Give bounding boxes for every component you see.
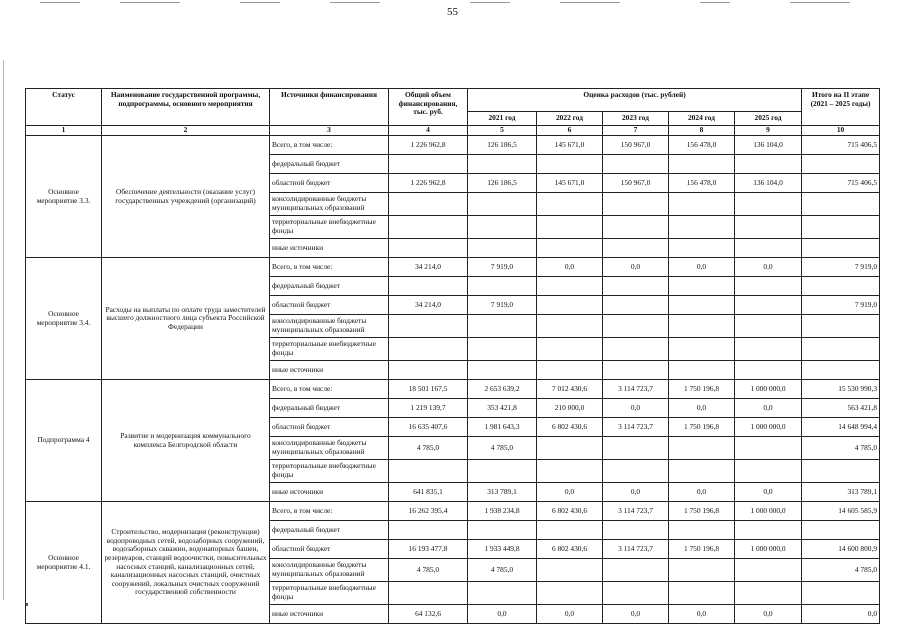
year-2022-cell: [537, 559, 603, 582]
stage-total-cell: [802, 315, 880, 338]
year-2025-cell: 1 000 000,0: [735, 540, 802, 559]
header-stage-total: Итого на II этапе (2021 – 2025 годы): [802, 89, 880, 126]
year-2024-cell: 1 750 196,8: [669, 540, 735, 559]
year-2023-cell: [603, 315, 669, 338]
year-2023-cell: [603, 296, 669, 315]
year-2022-cell: [537, 582, 603, 605]
header-total: Общий объем финансирования, тыс. руб.: [389, 89, 468, 126]
year-2024-cell: [669, 155, 735, 174]
year-2023-cell: 3 114 723,7: [603, 502, 669, 521]
source-cell: федеральный бюджет: [270, 399, 389, 418]
year-2021-cell: [468, 582, 537, 605]
stage-total-cell: [802, 239, 880, 258]
year-2022-cell: 145 671,0: [537, 136, 603, 155]
year-2021-cell: 7 919,0: [468, 258, 537, 277]
source-cell: федеральный бюджет: [270, 521, 389, 540]
year-2023-cell: [603, 559, 669, 582]
stage-total-cell: [802, 277, 880, 296]
year-2024-cell: [669, 239, 735, 258]
stage-total-cell: 715 406,5: [802, 136, 880, 155]
year-2025-cell: 1 000 000,0: [735, 418, 802, 437]
source-cell: территориальные внебюджетные фонды: [270, 582, 389, 605]
year-2022-cell: [537, 216, 603, 239]
year-2024-cell: 0,0: [669, 258, 735, 277]
source-cell: иные источники: [270, 605, 389, 624]
year-2025-cell: [735, 296, 802, 315]
year-2024-cell: [669, 361, 735, 380]
stage-total-cell: 15 530 990,3: [802, 380, 880, 399]
stage-total-cell: 14 600 800,9: [802, 540, 880, 559]
source-cell: территориальные внебюджетные фонды: [270, 460, 389, 483]
stage-total-cell: 715 406,5: [802, 174, 880, 193]
year-2021-cell: [468, 338, 537, 361]
year-2021-cell: [468, 361, 537, 380]
header-estimate: Оценка расходов (тыс. рублей): [468, 89, 802, 112]
year-2025-cell: [735, 277, 802, 296]
name-cell: Обеспечение деятельности (оказание услуг) государственных учреждений (организаций): [102, 136, 270, 258]
source-cell: областной бюджет: [270, 418, 389, 437]
year-2021-cell: 2 653 639,2: [468, 380, 537, 399]
year-2025-cell: [735, 361, 802, 380]
header-status: Статус: [26, 89, 102, 126]
year-2023-cell: [603, 437, 669, 460]
column-number: 7: [603, 126, 669, 136]
year-2022-cell: 210 000,0: [537, 399, 603, 418]
year-2022-cell: 145 671,0: [537, 174, 603, 193]
year-2025-cell: [735, 193, 802, 216]
year-2022-cell: 7 012 430,6: [537, 380, 603, 399]
year-2023-cell: 0,0: [603, 399, 669, 418]
source-cell: Всего, в том числе:: [270, 502, 389, 521]
stage-total-cell: 563 421,8: [802, 399, 880, 418]
total-cell: 34 214,0: [389, 258, 468, 277]
status-cell: Основное мероприятие 3.4.: [26, 258, 102, 380]
source-cell: Всего, в том числе:: [270, 136, 389, 155]
total-cell: [389, 582, 468, 605]
source-cell: областной бюджет: [270, 540, 389, 559]
year-2021-cell: 1 933 449,8: [468, 540, 537, 559]
total-cell: 4 785,0: [389, 437, 468, 460]
column-number: 6: [537, 126, 603, 136]
name-cell: Расходы на выплаты по оплате труда заместителей высшего должностного лица субъекта Российской Федерации: [102, 258, 270, 380]
stage-total-cell: [802, 338, 880, 361]
source-cell: Всего, в том числе:: [270, 258, 389, 277]
year-2021-cell: 1 938 234,8: [468, 502, 537, 521]
year-2021-cell: [468, 239, 537, 258]
total-cell: 16 193 477,8: [389, 540, 468, 559]
year-2024-cell: [669, 296, 735, 315]
stage-total-cell: 14 648 994,4: [802, 418, 880, 437]
column-number-row: [26, 126, 880, 136]
year-2024-cell: 0,0: [669, 605, 735, 624]
year-2022-cell: [537, 338, 603, 361]
total-cell: 16 635 407,6: [389, 418, 468, 437]
table-row: [26, 502, 880, 521]
year-2021-cell: 126 186,5: [468, 174, 537, 193]
year-2022-cell: 0,0: [537, 258, 603, 277]
year-2022-cell: [537, 315, 603, 338]
status-cell: Подпрограмма 4: [26, 380, 102, 502]
year-2024-cell: [669, 338, 735, 361]
year-2023-cell: [603, 239, 669, 258]
year-2023-cell: [603, 338, 669, 361]
year-2021-cell: [468, 216, 537, 239]
year-2022-cell: [537, 239, 603, 258]
table-header: [26, 89, 880, 136]
stage-total-cell: 0,0: [802, 605, 880, 624]
year-2025-cell: 0,0: [735, 483, 802, 502]
source-cell: территориальные внебюджетные фонды: [270, 338, 389, 361]
year-2023-cell: [603, 155, 669, 174]
year-2024-cell: 0,0: [669, 399, 735, 418]
header-year: 2024 год: [669, 112, 735, 126]
year-2025-cell: [735, 155, 802, 174]
column-number: 3: [270, 126, 389, 136]
year-2025-cell: 1 000 000,0: [735, 502, 802, 521]
year-2021-cell: 313 789,1: [468, 483, 537, 502]
year-2022-cell: 0,0: [537, 483, 603, 502]
year-2025-cell: [735, 315, 802, 338]
year-2023-cell: 0,0: [603, 258, 669, 277]
year-2021-cell: [468, 315, 537, 338]
header-year: 2025 год: [735, 112, 802, 126]
total-cell: 1 219 139,7: [389, 399, 468, 418]
year-2021-cell: [468, 460, 537, 483]
source-cell: иные источники: [270, 361, 389, 380]
year-2022-cell: [537, 460, 603, 483]
name-cell: Развитие и модернизация коммунального комплекса Белгородской области: [102, 380, 270, 502]
year-2025-cell: 136 104,0: [735, 136, 802, 155]
year-2024-cell: [669, 315, 735, 338]
year-2024-cell: [669, 277, 735, 296]
stage-total-cell: [802, 361, 880, 380]
source-cell: областной бюджет: [270, 174, 389, 193]
year-2024-cell: 1 750 196,8: [669, 502, 735, 521]
year-2023-cell: [603, 361, 669, 380]
total-cell: [389, 216, 468, 239]
year-2025-cell: 0,0: [735, 399, 802, 418]
stage-total-cell: 14 605 585,9: [802, 502, 880, 521]
year-2025-cell: [735, 216, 802, 239]
total-cell: 1 226 962,8: [389, 136, 468, 155]
stage-total-cell: [802, 460, 880, 483]
year-2021-cell: [468, 521, 537, 540]
year-2022-cell: [537, 277, 603, 296]
total-cell: [389, 521, 468, 540]
year-2021-cell: 126 186,5: [468, 136, 537, 155]
year-2021-cell: 7 919,0: [468, 296, 537, 315]
year-2025-cell: [735, 338, 802, 361]
source-cell: федеральный бюджет: [270, 155, 389, 174]
year-2025-cell: [735, 582, 802, 605]
table-row: [26, 136, 880, 155]
stage-total-cell: 7 919,0: [802, 258, 880, 277]
year-2021-cell: 4 785,0: [468, 437, 537, 460]
stage-total-cell: 4 785,0: [802, 437, 880, 460]
year-2023-cell: [603, 216, 669, 239]
year-2022-cell: [537, 437, 603, 460]
year-2025-cell: 1 000 000,0: [735, 380, 802, 399]
column-number: 4: [389, 126, 468, 136]
source-cell: консолидированные бюджеты муниципальных образований: [270, 193, 389, 216]
status-cell: Основное мероприятие 4.1.: [26, 502, 102, 624]
year-2024-cell: [669, 193, 735, 216]
total-cell: [389, 277, 468, 296]
year-2025-cell: [735, 437, 802, 460]
year-2025-cell: [735, 239, 802, 258]
year-2022-cell: [537, 361, 603, 380]
year-2024-cell: 0,0: [669, 483, 735, 502]
year-2025-cell: [735, 521, 802, 540]
year-2022-cell: [537, 193, 603, 216]
year-2021-cell: [468, 193, 537, 216]
total-cell: [389, 460, 468, 483]
year-2022-cell: 6 802 430,6: [537, 502, 603, 521]
stage-total-cell: [802, 521, 880, 540]
table-body: [26, 136, 880, 624]
source-cell: иные источники: [270, 483, 389, 502]
total-cell: 641 835,1: [389, 483, 468, 502]
year-2021-cell: 353 421,8: [468, 399, 537, 418]
year-2024-cell: [669, 521, 735, 540]
total-cell: 64 132,6: [389, 605, 468, 624]
total-cell: 4 785,0: [389, 559, 468, 582]
total-cell: [389, 338, 468, 361]
year-2024-cell: 1 750 196,8: [669, 380, 735, 399]
stage-total-cell: [802, 155, 880, 174]
column-number: 10: [802, 126, 880, 136]
year-2023-cell: [603, 521, 669, 540]
year-2022-cell: 0,0: [537, 605, 603, 624]
stage-total-cell: 4 785,0: [802, 559, 880, 582]
stage-total-cell: [802, 193, 880, 216]
total-cell: [389, 361, 468, 380]
year-2022-cell: 6 802 430,6: [537, 540, 603, 559]
column-number: 8: [669, 126, 735, 136]
year-2022-cell: 6 802 430,6: [537, 418, 603, 437]
year-2023-cell: [603, 582, 669, 605]
total-cell: 18 501 167,5: [389, 380, 468, 399]
year-2021-cell: 0,0: [468, 605, 537, 624]
header-year: 2023 год: [603, 112, 669, 126]
year-2022-cell: [537, 155, 603, 174]
total-cell: [389, 155, 468, 174]
year-2024-cell: 156 478,0: [669, 174, 735, 193]
year-2022-cell: [537, 521, 603, 540]
source-cell: консолидированные бюджеты муниципальных образований: [270, 437, 389, 460]
year-2024-cell: [669, 582, 735, 605]
stage-total-cell: 313 789,1: [802, 483, 880, 502]
year-2024-cell: [669, 460, 735, 483]
year-2023-cell: 0,0: [603, 605, 669, 624]
total-cell: [389, 315, 468, 338]
stage-total-cell: [802, 216, 880, 239]
scan-left-edge: [3, 60, 4, 600]
year-2025-cell: 0,0: [735, 258, 802, 277]
table-row: [26, 258, 880, 277]
total-cell: [389, 193, 468, 216]
source-cell: территориальные внебюджетные фонды: [270, 216, 389, 239]
source-cell: консолидированные бюджеты муниципальных образований: [270, 315, 389, 338]
year-2025-cell: 136 104,0: [735, 174, 802, 193]
total-cell: 16 262 395,4: [389, 502, 468, 521]
stage-total-cell: 7 919,0: [802, 296, 880, 315]
year-2024-cell: [669, 216, 735, 239]
year-2023-cell: [603, 193, 669, 216]
total-cell: [389, 239, 468, 258]
year-2024-cell: 156 478,0: [669, 136, 735, 155]
year-2023-cell: 0,0: [603, 483, 669, 502]
column-number: 1: [26, 126, 102, 136]
source-cell: Всего, в том числе:: [270, 380, 389, 399]
status-cell: Основное мероприятие 3.3.: [26, 136, 102, 258]
source-cell: консолидированные бюджеты муниципальных образований: [270, 559, 389, 582]
year-2024-cell: [669, 437, 735, 460]
header-name: Наименование государственной программы, подпрограммы, основного мероприятия: [102, 89, 270, 126]
total-cell: 1 226 962,8: [389, 174, 468, 193]
year-2025-cell: [735, 460, 802, 483]
year-2023-cell: 3 114 723,7: [603, 540, 669, 559]
table-row: [26, 380, 880, 399]
year-2024-cell: 1 750 196,8: [669, 418, 735, 437]
year-2021-cell: [468, 155, 537, 174]
year-2023-cell: 150 967,0: [603, 136, 669, 155]
header-year: 2021 год: [468, 112, 537, 126]
column-number: 5: [468, 126, 537, 136]
page-number: 55: [447, 6, 458, 18]
year-2023-cell: [603, 460, 669, 483]
year-2021-cell: 1 981 643,3: [468, 418, 537, 437]
source-cell: иные источники: [270, 239, 389, 258]
year-2023-cell: 150 967,0: [603, 174, 669, 193]
column-number: 2: [102, 126, 270, 136]
year-2025-cell: [735, 559, 802, 582]
year-2025-cell: 0,0: [735, 605, 802, 624]
source-cell: областной бюджет: [270, 296, 389, 315]
header-sources: Источники финансирования: [270, 89, 389, 126]
year-2023-cell: 3 114 723,7: [603, 418, 669, 437]
header-year: 2022 год: [537, 112, 603, 126]
source-cell: федеральный бюджет: [270, 277, 389, 296]
year-2023-cell: 3 114 723,7: [603, 380, 669, 399]
year-2024-cell: [669, 559, 735, 582]
total-cell: 34 214,0: [389, 296, 468, 315]
name-cell: Строительство, модернизация (реконструкция) водопроводных сетей, водозаборных сооружений, водозаборных скважин, водонапорных башен, резервуаров, станций водоочистки, повысительных насосных станций, канализационных сетей, канализационных насосных станций, очистных сооружений, локальных очистных сооружений государственной собственности: [102, 502, 270, 624]
stage-total-cell: [802, 582, 880, 605]
year-2022-cell: [537, 296, 603, 315]
budget-table: [25, 88, 880, 624]
column-number: 9: [735, 126, 802, 136]
year-2021-cell: 4 785,0: [468, 559, 537, 582]
year-2023-cell: [603, 277, 669, 296]
year-2021-cell: [468, 277, 537, 296]
